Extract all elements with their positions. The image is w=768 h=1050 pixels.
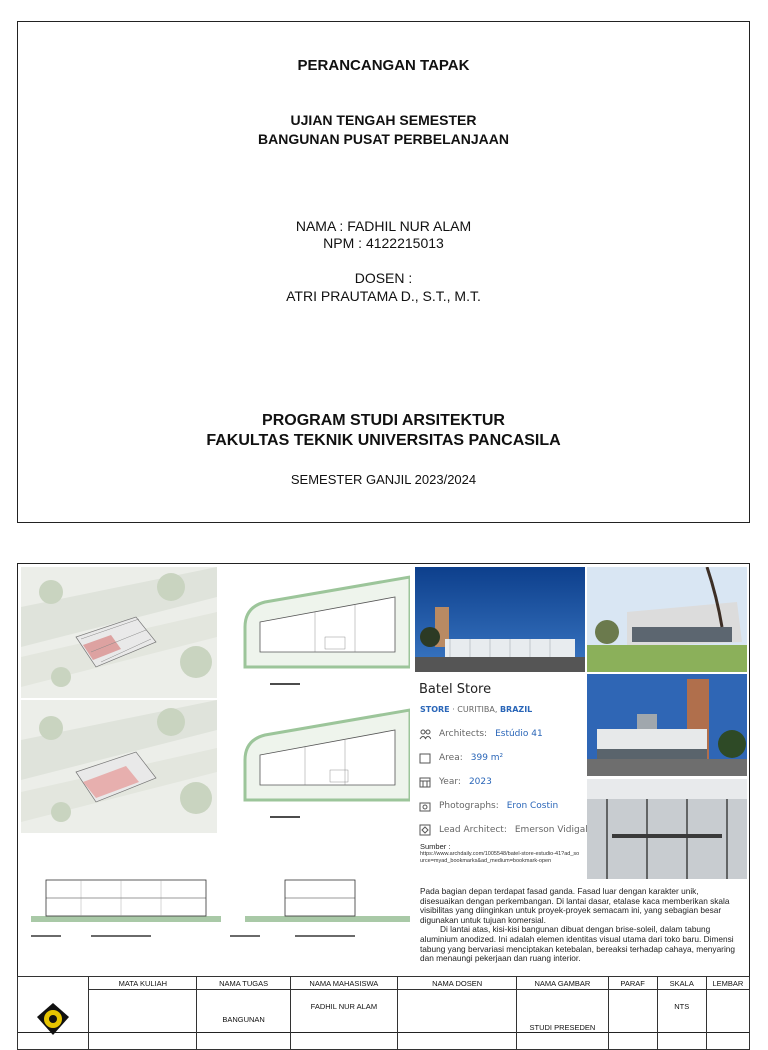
student-name-cell: FADHIL NUR ALAM [290,990,397,1050]
description-paragraph-1: Pada bagian depan terdapat fasad ganda. Fasad luar dengan karakter unik, disesuaikan dengan perkembangan. Di lantai dasar, etalase kaca memberikan skala visibilitas yang diinginkan untuk proyek-proyek semacam ini, yang sebagian besar digunakan untuk tujuan komersial. [420,886,730,925]
program-line1: PROGRAM STUDI ARSITEKTUR [262,412,505,429]
header-lembar: LEMBAR [706,977,749,990]
photo-facade-night [415,567,585,672]
photo-building-tower [587,674,747,776]
area-icon [419,752,431,764]
architects-link[interactable]: Estúdio 41 [495,729,543,739]
logo-cell [18,977,89,1050]
city-text: CURITIBA, [457,705,498,714]
header-paraf: PARAF [608,977,657,990]
architects-label: Architects: [439,729,488,739]
area-label: Area: [439,753,463,763]
header-mata-kuliah: MATA KULIAH [89,977,197,990]
country-link[interactable]: BRAZIL [499,705,533,714]
header-nama-dosen: NAMA DOSEN [398,977,517,990]
university-logo-icon [33,1001,73,1037]
photo-interior [587,779,747,879]
area-row [419,752,503,764]
header-nama-gambar: NAMA GAMBAR [517,977,608,990]
cover-heading: PERANCANGAN TAPAK [297,57,470,74]
category-link[interactable]: STORE [420,705,450,714]
section-drawing-1 [21,848,221,948]
exam-title-line2: BANGUNAN PUSAT PERBELANJAAN [258,131,509,147]
photographs-label: Photographs: [439,801,499,811]
site-axonometric-2 [21,700,217,833]
architects-icon [419,728,431,740]
cover-page [17,21,750,523]
drawing-name: STUDI PRESEDEN [517,990,608,1050]
photographer-link[interactable]: Eron Costin [506,801,559,811]
paraf-cell [608,990,657,1050]
year-row [419,776,492,788]
program-line2: FAKULTAS TEKNIK UNIVERSITAS PANCASILA [206,432,561,449]
photo-facade-day [587,567,747,672]
calendar-icon [419,776,431,788]
task-name: BANGUNAN [197,990,290,1050]
year-label: Year: [439,777,461,787]
exam-title-line1: UJIAN TENGAH SEMESTER [290,112,477,128]
dosen-label: DOSEN : [354,270,413,286]
lembar-cell [706,990,749,1050]
student-name: NAMA : FADHIL NUR ALAM [295,218,472,234]
lecturer-cell [398,990,517,1050]
header-nama-tugas: NAMA TUGAS [197,977,290,990]
photographs-row [419,800,558,812]
architects-row [419,728,543,740]
title-block [17,976,750,1050]
mata-kuliah-cell [89,990,197,1050]
section-drawing-2 [225,848,410,948]
description [420,887,738,964]
area-value: 399 m² [470,753,504,763]
header-nama-mahasiswa: NAMA MAHASISWA [290,977,397,990]
lead-architect-label: Lead Architect: [439,825,507,835]
dosen-name: ATRI PRAUTAMA D., S.T., M.T. [286,288,481,304]
site-axonometric-1 [21,567,217,698]
source-url[interactable]: https://www.archdaily.com/1005548/batel-store-estudio-41?ad_source=myad_bookmarks&ad_medium=bookmark-open [420,851,580,864]
semester-line: SEMESTER GANJIL 2023/2024 [290,472,477,487]
student-npm: NPM : 4122215013 [323,235,444,251]
header-skala: SKALA [657,977,706,990]
project-location: STORE · CURITIBA, BRAZIL [420,705,533,714]
camera-icon [419,800,431,812]
lead-architect-value: Emerson Vidigal [514,825,588,835]
scale-value: NTS [657,990,706,1050]
blueprint-icon [419,824,431,836]
year-link[interactable]: 2023 [468,777,492,787]
floor-plan-upper [225,700,410,822]
floor-plan-ground [225,567,410,689]
description-paragraph-2: Di lantai atas, kisi-kisi bangunan dibuat dengan brise-soleil, dalam tabung aluminium anodized. Ini adalah elemen identitas visual utama dari toko baru. Dimensi tabung yang bervariasi menciptakan ketebalan, bereaksi terhadap cahaya, menyaring dan menaungi pekerjaan dan ruang interior. [420,924,736,964]
lead-architect-row [419,824,588,836]
source-label: Sumber : [420,842,451,851]
project-title: Batel Store [419,682,492,697]
